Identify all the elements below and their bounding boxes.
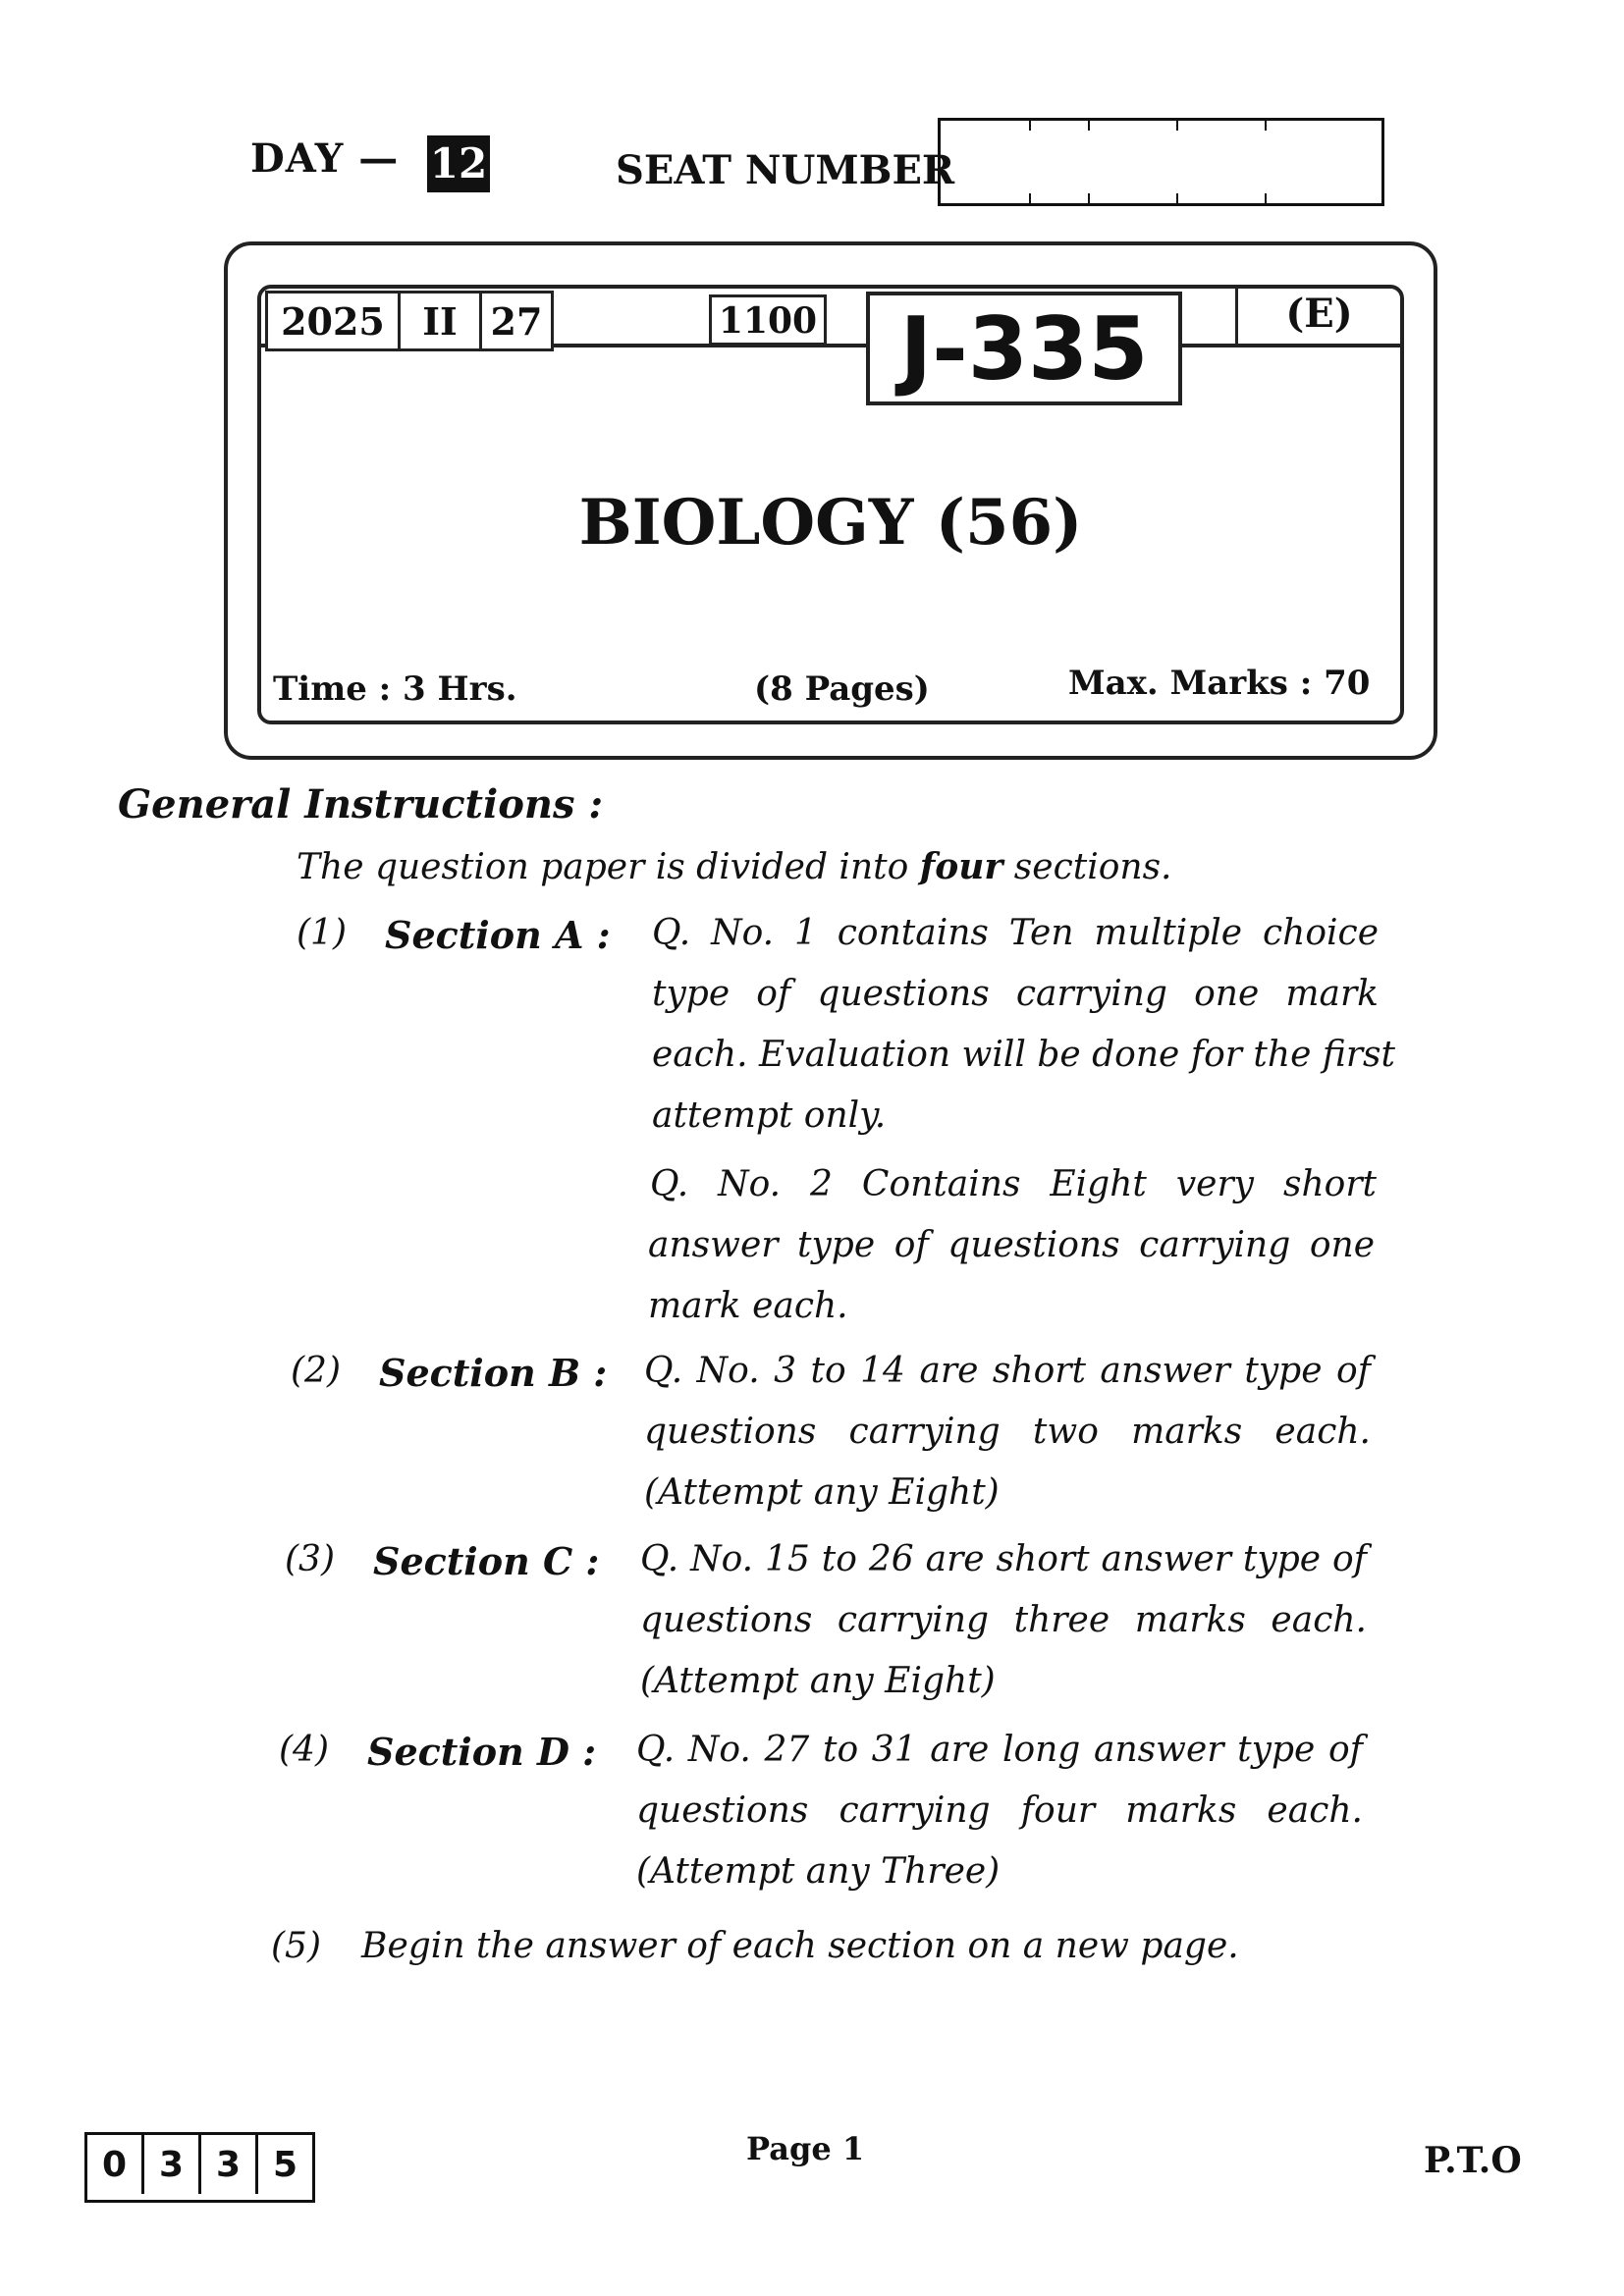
code-digit: 0	[87, 2135, 144, 2194]
section-number: (2)	[291, 1351, 341, 1391]
day-number: 12	[427, 135, 490, 192]
time-code-cell: 1100	[709, 294, 827, 346]
max-marks: Max. Marks : 70	[1068, 664, 1371, 703]
intro-text-end: sections.	[1002, 847, 1172, 887]
section-c-line: Q. No. 15 to 26 are short answer type of	[640, 1539, 1367, 1579]
item-number: (5)	[271, 1926, 321, 1966]
section-b-line: (Attempt any Eight)	[644, 1472, 1000, 1513]
section-label: Section A :	[385, 913, 611, 957]
subject-title: BIOLOGY (56)	[578, 486, 1083, 560]
exam-duration: Time : 3 Hrs.	[273, 669, 517, 709]
year-cell: 2025	[265, 291, 401, 351]
section-number: (1)	[297, 913, 347, 953]
section-c-line: questions carrying three marks each.	[640, 1600, 1367, 1640]
section-a-line: each. Evaluation will be done for the first	[652, 1035, 1395, 1075]
day-label: DAY —	[250, 135, 400, 182]
section-a-line: answer type of questions carrying one	[648, 1225, 1375, 1265]
code-digit: 5	[272, 2145, 298, 2185]
section-c-line: (Attempt any Eight)	[640, 1661, 996, 1701]
section-b-line: questions carrying two marks each.	[644, 1412, 1371, 1452]
page-count: (8 Pages)	[754, 669, 930, 709]
section-a-line: Q. No. 2 Contains Eight very short	[650, 1164, 1377, 1204]
item-5-text: Begin the answer of each section on a new page.	[361, 1926, 1239, 1966]
page-number: Page 1	[746, 2130, 865, 2167]
intro-text: The question paper is divided into	[297, 847, 920, 887]
instructions-intro	[297, 846, 1172, 887]
seat-number-box[interactable]	[938, 118, 1384, 206]
section-label: Section B :	[379, 1351, 608, 1395]
section-a-line: type of questions carrying one mark	[652, 974, 1379, 1014]
section-label: Section D :	[367, 1730, 597, 1774]
section-label: Section C :	[373, 1539, 600, 1583]
section-number: (4)	[279, 1730, 329, 1770]
section-a-line: attempt only.	[652, 1095, 887, 1136]
paper-code: J-335	[866, 292, 1182, 405]
section-a-line: Q. No. 1 contains Ten multiple choice	[652, 913, 1379, 953]
section-number: (3)	[285, 1539, 335, 1579]
instructions-title: General Instructions :	[118, 781, 604, 828]
medium-label: (E)	[1235, 286, 1400, 347]
pto-label: P.T.O	[1424, 2140, 1522, 2181]
section-d-line: questions carrying four marks each.	[636, 1790, 1363, 1831]
intro-bold: four	[919, 846, 1003, 887]
section-d-line: (Attempt any Three)	[636, 1851, 1001, 1892]
paper-code-strip	[84, 2132, 315, 2203]
section-b-line: Q. No. 3 to 14 are short answer type of	[644, 1351, 1371, 1391]
code-digit: 3	[201, 2135, 258, 2194]
code-digit: 3	[144, 2135, 201, 2194]
section-a-line: mark each.	[648, 1286, 848, 1326]
session-cell: II	[398, 291, 482, 351]
seat-number-label: SEAT NUMBER	[616, 147, 955, 193]
section-d-line: Q. No. 27 to 31 are long answer type of	[636, 1730, 1363, 1770]
date-cell: 27	[479, 291, 554, 351]
